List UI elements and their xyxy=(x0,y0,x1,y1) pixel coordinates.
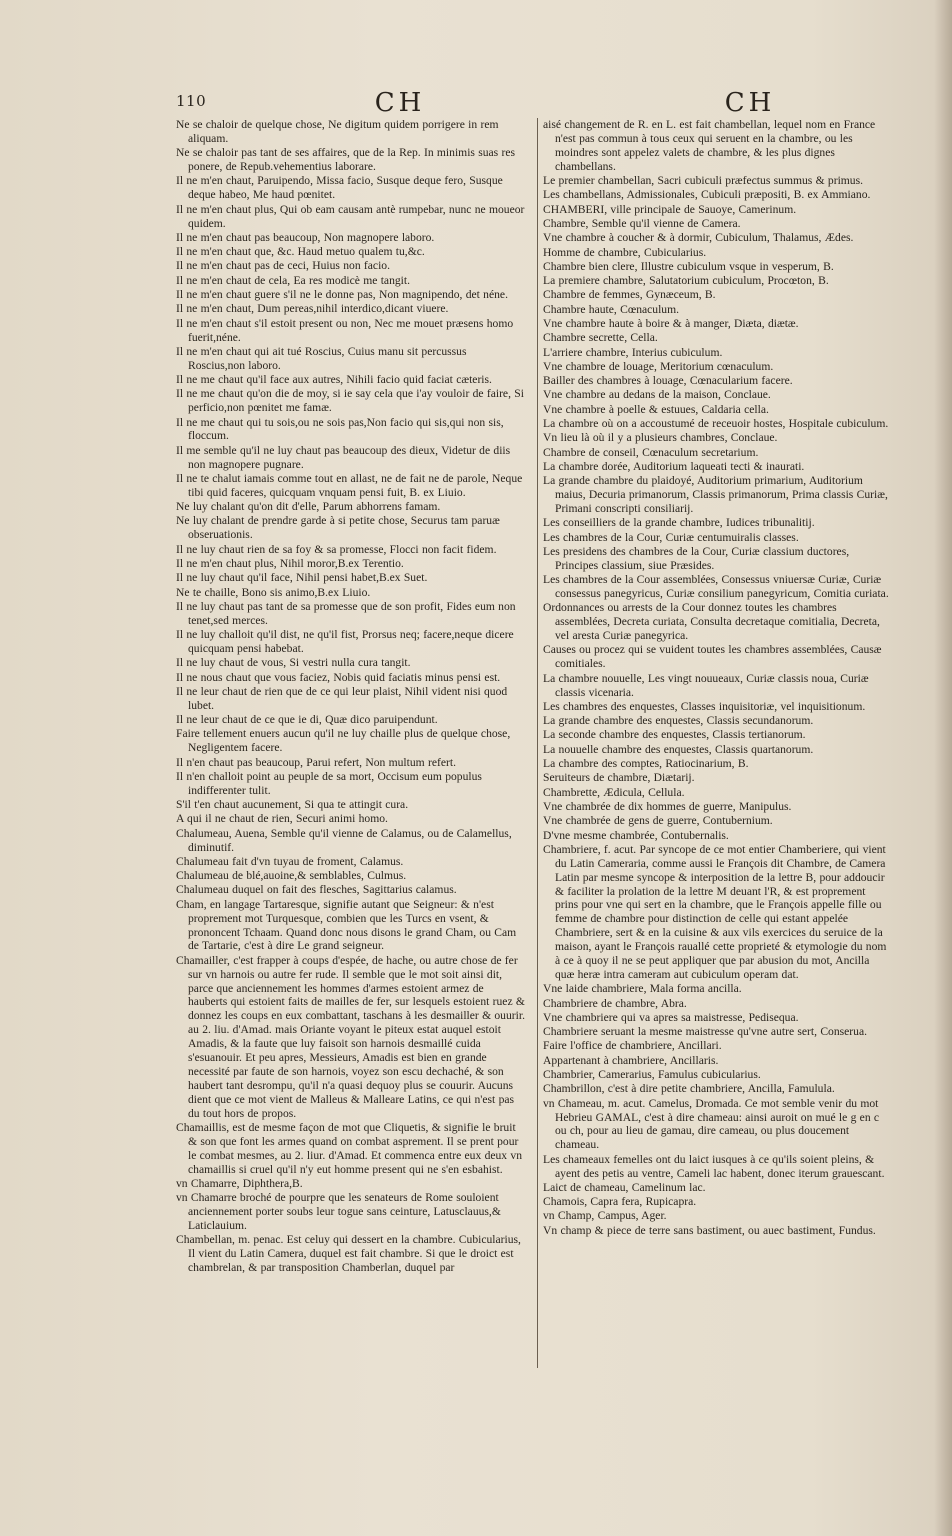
dictionary-entry: Il ne m'en chaut que, &c. Haud metuo qualem tu,&c. xyxy=(176,245,425,259)
page-number: 110 xyxy=(176,92,207,110)
dictionary-entry: Il n'en challoit point au peuple de sa mort, Occisum eum populus indifferenter tulit. xyxy=(176,769,482,797)
dictionary-entry: Il ne luy chaut qu'il face, Nihil pensi habet,B.ex Suet. xyxy=(176,571,428,585)
dictionary-entry: Vne chambre à coucher & à dormir, Cubiculum, Thalamus, Ædes. xyxy=(543,231,854,245)
dictionary-entry: Chambre haute, Cœnaculum. xyxy=(543,302,680,316)
dictionary-entry: Chamailler, c'est frapper à coups d'espée, de hache, ou autre chose de fer sur vn harnois ou autre fer rude. Il semble que le mot soit ainsi dit, parce que anciennement les hommes d'armes estoient armez de hauberts qui estoient faits de mailles de fer, sur lesquels estoient ruez & donnez les coups en eux combattant, taschans à les desmailler & ouurir. au 2. liu. d'Amad. mais Oriante voyant le piteux estat auquel estoit Amadis, & la faute que luy faisoit son harnois desmaillé cuida s'esuanouir. Et peu apres, Messieurs, Amadis est bien en grande necessité par faute de son harnois, voyez son escu dechaché, & son haubert tant desrompu, qu'il n'a quasi dequoy plus se couurir. Aucuns dient que ce mot vient de Malleus & Malleare Latins, ce qui n'est pas du tout hors de propos. xyxy=(176,953,525,1120)
dictionary-entry: Il ne m'en chaut pas de ceci, Huius non facio. xyxy=(176,259,390,273)
dictionary-entry: Il ne luy challoit qu'il dist, ne qu'il fist, Prorsus neq; facere,neque dicere quicquam pensi habebat. xyxy=(176,628,514,655)
dictionary-entry: Les conseilliers de la grande chambre, Iudices tribunalitij. xyxy=(543,516,815,530)
dictionary-entry: Il ne m'en chaut s'il estoit present ou non, Nec me mouet præsens homo fuerit,néne. xyxy=(176,316,514,344)
dictionary-entry: Vne chambre haute à boire & à manger, Diæta, diætæ. xyxy=(543,316,799,330)
dictionary-entry: Ne luy chalant de prendre garde à si petite chose, Securus tam paruæ obseruationis. xyxy=(176,514,500,542)
dictionary-entry: Les chambres de la Cour, Curiæ centumuiralis classes. xyxy=(543,530,799,544)
running-head-right: CH xyxy=(724,88,776,118)
dictionary-entry: Vne chambrée de dix hommes de guerre, Manipulus. xyxy=(543,799,792,813)
dictionary-entry: Il ne me chaut qu'il face aux autres, Nihili facio quid faciat cæteris. xyxy=(176,373,492,386)
dictionary-entry: Il ne me chaut qu'on die de moy, si ie say cela que i'ay vouloir de faire, Si perficio,non pœnitet me famæ. xyxy=(176,387,524,415)
dictionary-entry: La chambre où on a accoustumé de receuoir hostes, Hospitale cubiculum. xyxy=(543,417,889,431)
dictionary-entry: A qui il ne chaut de rien, Securi animi homo. xyxy=(176,812,388,826)
dictionary-entry: Chambre de conseil, Cœnaculum secretarium. xyxy=(543,445,759,459)
dictionary-entry: D'vne mesme chambrée, Contubernalis. xyxy=(543,828,729,842)
dictionary-entry: vn Champ, Campus, Ager. xyxy=(543,1209,667,1223)
dictionary-entry: Causes ou procez qui se vuident toutes les chambres assemblées, Causæ comitiales. xyxy=(543,643,882,671)
dictionary-entry: Les chambres des enquestes, Classes inquisitoriæ, vel inquisitionum. xyxy=(543,699,866,713)
dictionary-entry: Il ne luy chaut pas tant de sa promesse que de son profit, Fides eum non tenet,sed merces. xyxy=(176,599,516,627)
dictionary-entry: La nouuelle chambre des enquestes, Classis quartanorum. xyxy=(543,742,814,756)
dictionary-entry: Laict de chameau, Camelinum lac. xyxy=(543,1180,706,1194)
dictionary-entry: Vn lieu là où il y a plusieurs chambres, Conclaue. xyxy=(543,431,778,445)
dictionary-entry: Il ne m'en chaut guere s'il ne le donne pas, Non magnipendo, det néne. xyxy=(176,288,508,301)
dictionary-entry: Il ne m'en chaut plus, Nihil moror,B.ex Terentio. xyxy=(176,556,404,570)
dictionary-entry: vn Chamarre, Diphthera,B. xyxy=(176,1176,303,1190)
dictionary-entry: La grande chambre du plaidoyé, Auditorium primarium, Auditorium maius, Decuria primanorum, Classis primanorum, Prima classis Curiæ, Primani conscripti consiliarij. xyxy=(543,474,888,516)
dictionary-entry: La chambre des comptes, Ratiocinarium, B. xyxy=(543,757,749,771)
dictionary-entry: Il ne m'en chaut, Paruipendo, Missa facio, Susque deque fero, Susque deque habeo, Me haud pœnitet. xyxy=(176,174,503,202)
dictionary-entry: Vne chambriere qui va apres sa maistresse, Pedisequa. xyxy=(543,1010,799,1024)
dictionary-entry: Homme de chambre, Cubicularius. xyxy=(543,245,707,259)
dictionary-entry: Seruiteurs de chambre, Diætarij. xyxy=(543,771,695,785)
dictionary-entry: Les presidens des chambres de la Cour, Curiæ classium ductores, Principes classium, siue Præsides. xyxy=(543,544,850,572)
dictionary-entry: Vn champ & piece de terre sans bastiment, ou auec bastiment, Fundus. xyxy=(543,1223,876,1237)
dictionary-entry: vn Chamarre broché de pourpre que les senateurs de Rome souloient anciennement porter soubs leur togue sans ceinture, Latusclauus,& Laticlauium. xyxy=(176,1191,501,1233)
dictionary-entry: Il ne m'en chaut plus, Qui ob eam causam antè rumpebar, nunc ne moueor quidem. xyxy=(176,202,525,230)
dictionary-entry: Il ne nous chaut que vous faciez, Nobis quid faciatis minus pensi est. xyxy=(176,670,501,684)
dictionary-entry: Il me semble qu'il ne luy chaut pas beaucoup des dieux, Videtur de diis non magnopere pugnare. xyxy=(176,443,511,471)
dictionary-entry: Chalumeau duquel on fait des flesches, Sagittarius calamus. xyxy=(176,883,457,897)
dictionary-entry: Il ne m'en chaut de cela, Ea res modicè me tangit. xyxy=(176,273,411,287)
dictionary-entry: Chambre bien clere, Illustre cubiculum vsque in vesperum, B. xyxy=(543,259,834,273)
dictionary-entry: aisé changement de R. en L. est fait chambellan, lequel nom en France n'est pas commun à tous ceux qui seruent en la chambre, ou les moindres sont appelez valets de chambre, & les plus dignes chambellans. xyxy=(543,118,876,173)
dictionary-entry: Les chameaux femelles ont du laict iusques à ce qu'ils soient pleins, & ayent des petis au ventre, Cameli lac habent, donec iterum grauescant. xyxy=(543,1152,885,1180)
dictionary-entry: Ordonnances ou arrests de la Cour donnez toutes les chambres assemblées, Decreta curiata, Consulta decretaque comitialia, Decreta, vel aresta Curiæ panegyrica. xyxy=(543,601,880,643)
dictionary-entry: Chalumeau, Auena, Semble qu'il vienne de Calamus, ou de Calamellus, diminutif. xyxy=(176,826,512,854)
dictionary-entry: Chalumeau fait d'vn tuyau de froment, Calamus. xyxy=(176,854,404,868)
dictionary-entry: L'arriere chambre, Interius cubiculum. xyxy=(543,345,723,359)
dictionary-entry: Chamois, Capra fera, Rupicapra. xyxy=(543,1195,697,1209)
dictionary-entry: Chalumeau de blé,auoine,& semblables, Culmus. xyxy=(176,869,407,883)
dictionary-entry: Chambre secrette, Cella. xyxy=(543,331,658,345)
dictionary-entry: La premiere chambre, Salutatorium cubiculum, Procœton, B. xyxy=(543,274,829,288)
dictionary-entry: Il ne m'en chaut, Dum pereas,nihil interdico,dicant viuere. xyxy=(176,302,449,316)
dictionary-entry: Ne se chaloir pas tant de ses affaires, que de la Rep. In minimis suas res ponere, de Repub.vehementius laborare. xyxy=(176,146,516,174)
dictionary-entry: Chambrier, Camerarius, Famulus cubicularius. xyxy=(543,1068,761,1082)
dictionary-entry: Il ne leur chaut de ce que ie di, Quæ dico paruipendunt. xyxy=(176,713,438,726)
left-column xyxy=(176,118,526,1276)
dictionary-entry: Il ne luy chaut rien de sa foy & sa promesse, Flocci non facit fidem. xyxy=(176,542,497,556)
dictionary-entry: La chambre dorée, Auditorium laqueati tecti & inaurati. xyxy=(543,459,805,473)
dictionary-entry: La chambre nouuelle, Les vingt nouueaux, Curiæ classis noua, Curiæ classis vicenaria. xyxy=(543,671,869,699)
right-column xyxy=(543,118,891,1238)
page-edge-shadow xyxy=(934,0,952,1536)
dictionary-entry: Chambriere, f. acut. Par syncope de ce mot entier Chamberiere, qui vient du Latin Cameraria, comme aussi le François dit Chambre, de Camera Latin par mesme syncope & interposition de la lettre B, pour addoucir & faciliter la prolation de la lettre M deuant l'R, & est proprement prins pour vne qui sert en la chambre, que le François appelle fille ou femme de chambre pour distinction de celle qui estant appelée Chambriere, sert & en la cuisine & aux vils exercices du seruice de la maison, ayant le François rauallé cette proprieté & etymologie du nom à ce à quoy il ne se peut appliquer que par abusion du mot, Ancilla quæ heræ intra cameram aut cubiculum operam dat. xyxy=(543,842,887,981)
dictionary-entry: Appartenant à chambriere, Ancillaris. xyxy=(543,1053,719,1067)
dictionary-entry: Il ne me chaut qui tu sois,ou ne sois pas,Non facio qui sis,qui non sis, floccum. xyxy=(176,415,504,443)
dictionary-entry: La grande chambre des enquestes, Classis secundanorum. xyxy=(543,714,814,728)
dictionary-entry: S'il t'en chaut aucunement, Si qua te attingit cura. xyxy=(176,798,409,811)
dictionary-entry: Vne chambre à poelle & estuues, Caldaria cella. xyxy=(543,402,769,416)
dictionary-entry: vn Chameau, m. acut. Camelus, Dromada. Ce mot semble venir du mot Hebrieu GAMAL, c'est à dire chameau: ainsi auroit on mué le g en c ou ch, pour au lieu de gamau, dire cameau, ou plus doucement chameau. xyxy=(543,1096,880,1152)
dictionary-entry: Vne chambre de louage, Meritorium cœnaculum. xyxy=(543,359,774,373)
dictionary-entry: Chambre, Semble qu'il vienne de Camera. xyxy=(543,216,741,230)
dictionary-entry: Faire l'office de chambriere, Ancillari. xyxy=(543,1039,722,1053)
dictionary-entry: CHAMBERI, ville principale de Sauoye, Camerinum. xyxy=(543,202,797,216)
dictionary-entry: Il ne luy chaut de vous, Si vestri nulla cura tangit. xyxy=(176,656,411,670)
dictionary-entry: Le premier chambellan, Sacri cubiculi præfectus summus & primus. xyxy=(543,174,864,188)
dictionary-entry: Ne luy chalant qu'on dit d'elle, Parum abhorrens famam. xyxy=(176,500,441,514)
dictionary-entry: Vne chambrée de gens de guerre, Contubernium. xyxy=(543,814,773,828)
dictionary-entry: Ne te chaille, Bono sis animo,B.ex Liuio. xyxy=(176,585,371,599)
dictionary-entry: Vne chambre au dedans de la maison, Conclaue. xyxy=(543,388,771,402)
dictionary-entry: Chamaillis, est de mesme façon de mot que Cliquetis, & signifie le bruit & son que font les armes quand on combat asprement. Il se prent pour le combat mesmes, au 2. liur. d'Amad. Et commenca entre eux deux vn chamaillis si cruel qu'il n'y eut homme present qui ne s'en esbahist. xyxy=(176,1120,522,1176)
dictionary-entry: Cham, en langage Tartaresque, signifie autant que Seigneur: & n'est proprement mot Turquesque, combien que les Turcs en vsent, & prononcent Tchaam. Quand donc nous disons le grand Cham, ou Cam de Tartarie, c'est à dire Le grand seigneur. xyxy=(176,897,517,953)
dictionary-entry: Il ne m'en chaut pas beaucoup, Non magnopere laboro. xyxy=(176,230,435,244)
dictionary-entry: Chambre de femmes, Gynæceum, B. xyxy=(543,288,716,302)
dictionary-entry: Faire tellement enuers aucun qu'il ne luy chaille plus de quelque chose, Negligentem facere. xyxy=(176,727,511,755)
dictionary-entry: Bailler des chambres à louage, Cœnacularium facere. xyxy=(543,374,793,388)
running-head-left: CH xyxy=(374,88,426,118)
dictionary-entry: Chambellan, m. penac. Est celuy qui dessert en la chambre. Cubicularius, Il vient du Latin Camera, duquel est fait chambre. Si que le droict est chambrelan, & par transposition Chamberlan, duquel par xyxy=(176,1233,521,1275)
dictionary-entry: Chambriere de chambre, Abra. xyxy=(543,996,687,1010)
dictionary-entry: Chambriere seruant la mesme maistresse qu'vne autre sert, Conserua. xyxy=(543,1025,868,1039)
dictionary-entry: Vne laide chambriere, Mala forma ancilla. xyxy=(543,982,742,996)
dictionary-entry: Ne se chaloir de quelque chose, Ne digitum quidem porrigere in rem aliquam. xyxy=(176,118,499,145)
dictionary-entry: Chambrillon, c'est à dire petite chambriere, Ancilla, Famulula. xyxy=(543,1082,835,1096)
dictionary-entry: La seconde chambre des enquestes, Classis tertianorum. xyxy=(543,728,806,742)
dictionary-entry: Les chambres de la Cour assemblées, Consessus vniuersæ Curiæ, Curiæ consessus panegyricus, Curiæ consilium panegyricum, Comitia curiata. xyxy=(543,573,889,601)
dictionary-entry: Il ne te chalut iamais comme tout en allast, ne de fait ne de parole, Neque tibi quid faceres, quicquam vnquam pensi fuit, B. ex Liuio. xyxy=(176,471,523,499)
dictionary-entry: Les chambellans, Admissionales, Cubiculi præpositi, B. ex Ammiano. xyxy=(543,188,871,202)
dictionary-entry: Chambrette, Ædicula, Cellula. xyxy=(543,785,685,799)
dictionary-entry: Il ne m'en chaut qui ait tué Roscius, Cuius manu sit percussus Roscius,non laboro. xyxy=(176,344,467,372)
dictionary-entry: Il n'en chaut pas beaucoup, Parui refert, Non multum refert. xyxy=(176,755,456,769)
dictionary-entry: Il ne leur chaut de rien que de ce qui leur plaist, Nihil vident nisi quod lubet. xyxy=(176,684,508,712)
column-divider xyxy=(537,118,538,1368)
